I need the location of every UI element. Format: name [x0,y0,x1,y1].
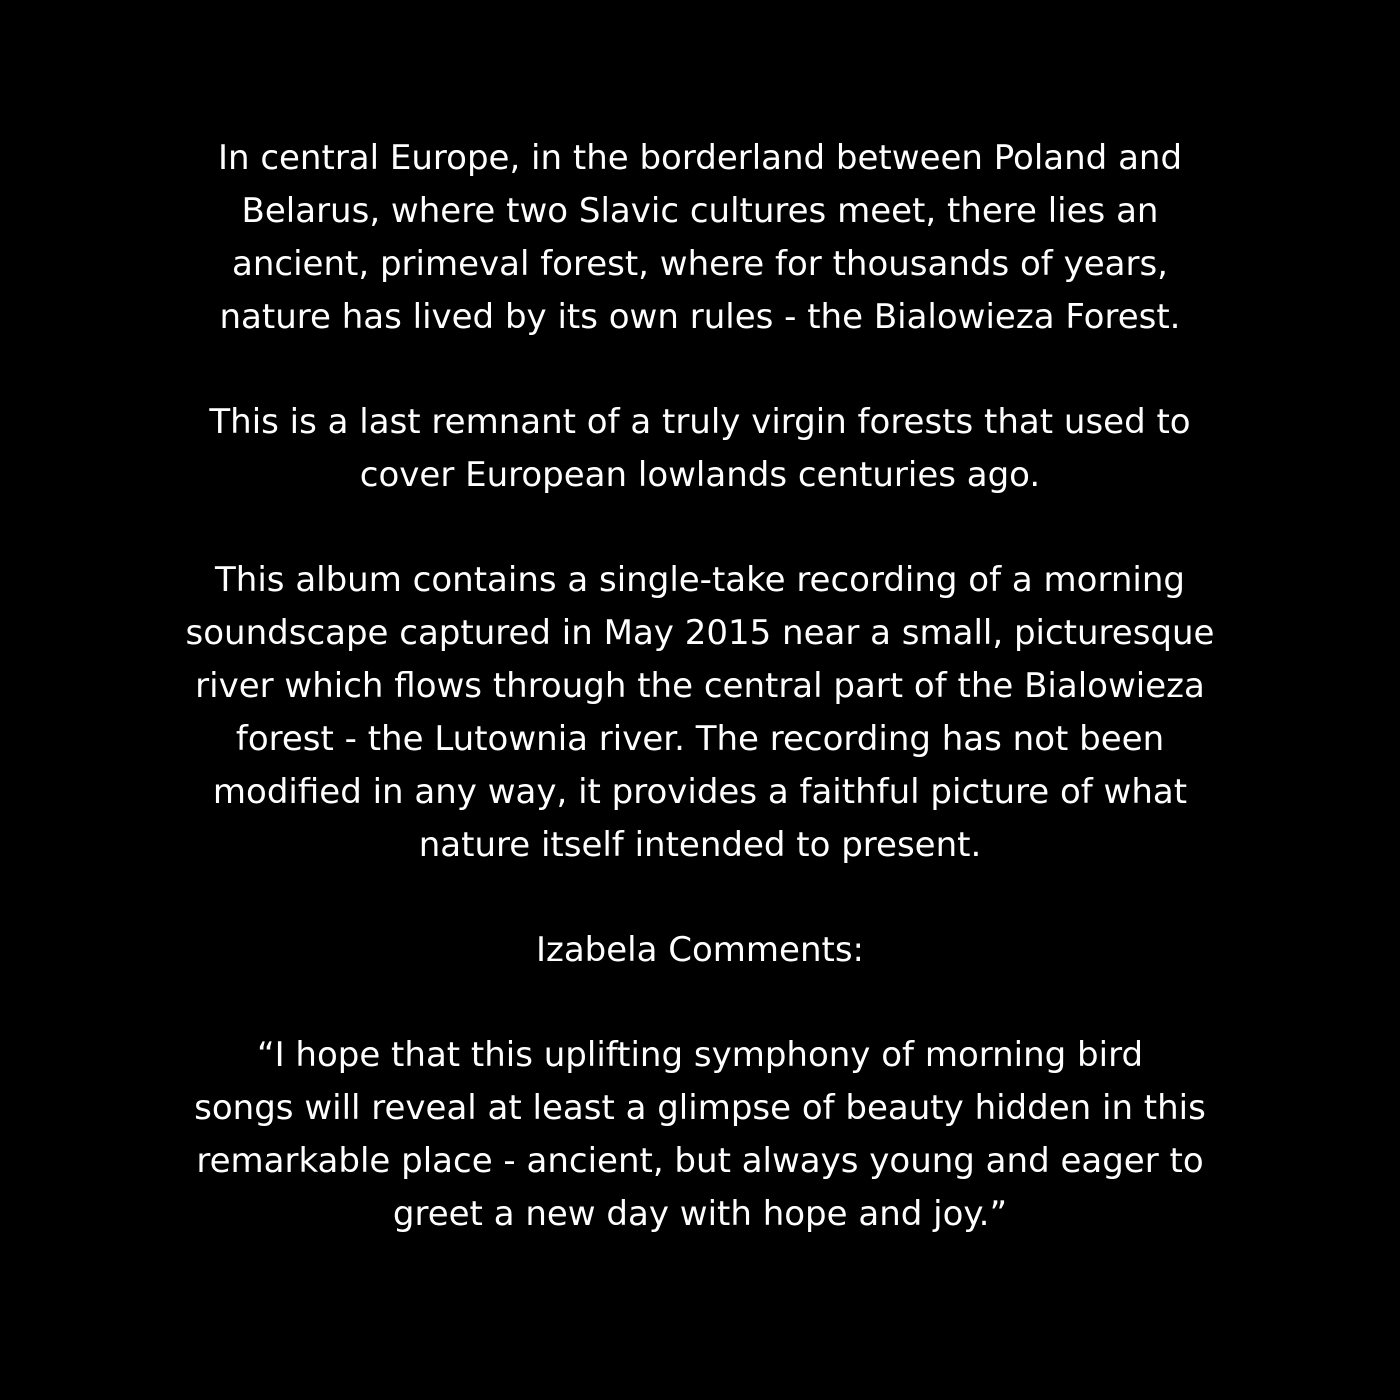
paragraph-intro [100,132,1300,344]
text-line: nature has lived by its own rules - the Bialowieza Forest. [219,297,1181,337]
text-line: forest - the Lutownia river. The recording has not been [235,719,1165,759]
paragraph-spacer [100,344,1300,396]
paragraph-spacer [100,502,1300,554]
text-line: cover European lowlands centuries ago. [359,455,1041,495]
paragraph-comments-heading [100,924,1300,977]
text-line: greet a new day with hope and joy.” [392,1194,1008,1234]
text-line: Belarus, where two Slavic cultures meet, there lies an [241,191,1159,231]
paragraph-remnant [100,396,1300,502]
text-line: “I hope that this uplifting symphony of morning bird [256,1035,1144,1075]
text-line: In central Europe, in the borderland between Poland and [217,138,1183,178]
text-line: ancient, primeval forest, where for thousands of years, [232,244,1168,284]
paragraph-album [100,554,1300,872]
text-line: Izabela Comments: [535,930,865,970]
text-line: river which flows through the central part of the Bialowieza [195,666,1205,706]
text-line: soundscape captured in May 2015 near a small, picturesque [185,613,1215,653]
text-line: nature itself intended to present. [418,825,982,865]
paragraph-spacer [100,872,1300,924]
text-line: modified in any way, it provides a faithful picture of what [212,772,1188,812]
paragraph-spacer [100,977,1300,1029]
text-line: This is a last remnant of a truly virgin forests that used to [209,402,1191,442]
text-line: This album contains a single-take recording of a morning [215,560,1185,600]
liner-notes-text [100,132,1300,1241]
text-line: songs will reveal at least a glimpse of beauty hidden in this [194,1088,1206,1128]
paragraph-quote [100,1029,1300,1241]
text-line: remarkable place - ancient, but always young and eager to [196,1141,1204,1181]
